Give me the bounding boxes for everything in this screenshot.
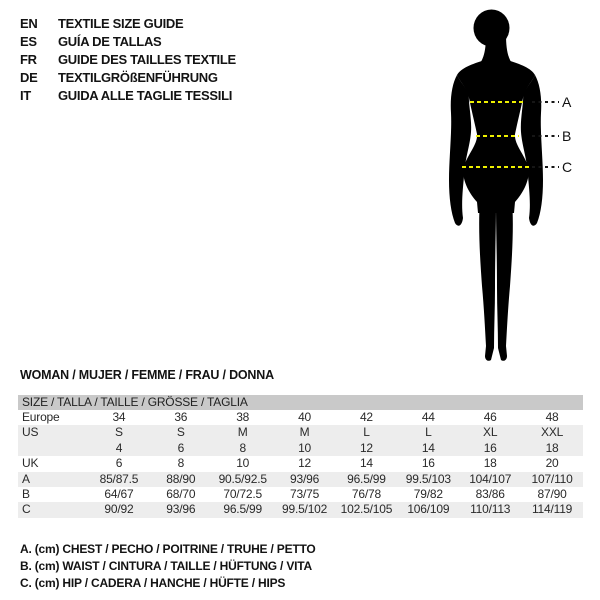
size-cell: 73/75: [290, 486, 320, 501]
legend-chest: A. (cm) CHEST / PECHO / POITRINE / TRUHE / PETTO: [20, 542, 316, 556]
chest-label: A: [562, 94, 572, 110]
size-cell: 16: [483, 440, 497, 455]
size-cell: 8: [177, 456, 185, 471]
size-cell: 18: [545, 440, 559, 455]
waist-label: B: [562, 128, 572, 144]
size-cell: 4: [115, 440, 123, 455]
hip-measure-line: [462, 166, 534, 168]
size-cell: 99.5/102: [282, 502, 328, 517]
language-list: [20, 15, 236, 105]
size-cell: 87/90: [537, 486, 567, 501]
size-cell: 68/70: [166, 486, 196, 501]
size-cell: 20: [545, 456, 559, 471]
row-label: [18, 441, 88, 456]
size-cell: 10: [236, 456, 250, 471]
size-cell: 107/110: [531, 471, 573, 486]
table-row: [18, 487, 583, 502]
row-label: Europe: [22, 410, 60, 424]
size-cell: 85/87.5: [99, 471, 139, 486]
woman-silhouette-icon: [444, 8, 548, 364]
hip-label: C: [562, 159, 573, 175]
language-title: TEXTILGRÖßENFÜHRUNG: [58, 70, 218, 85]
table-row: [18, 502, 583, 517]
language-title: TEXTILE SIZE GUIDE: [58, 16, 184, 31]
language-row: [20, 69, 236, 87]
size-cell: 90.5/92.5: [218, 471, 267, 486]
language-title: GUIDA ALLE TAGLIE TESSILI: [58, 88, 233, 103]
size-cell: 14: [421, 440, 435, 455]
size-cell: 96.5/99: [223, 502, 262, 517]
size-cell: 83/86: [475, 486, 505, 501]
size-cell: 104/107: [469, 471, 512, 486]
language-code: FR: [20, 52, 37, 67]
table-header: SIZE / TALLA / TAILLE / GRÖSSE / TAGLIA: [18, 395, 583, 410]
size-table: [18, 395, 583, 518]
size-cell: 70/72.5: [223, 486, 262, 501]
size-cell: 16: [421, 456, 435, 471]
size-cell: S: [115, 425, 123, 440]
language-code: DE: [20, 70, 38, 85]
row-label: C: [22, 502, 31, 517]
size-cell: 10: [298, 440, 312, 455]
size-cell: 44: [421, 410, 435, 424]
size-cell: 88/90: [166, 471, 196, 486]
size-cell: 8: [239, 440, 246, 455]
size-cell: 96.5/99: [347, 471, 386, 486]
row-label: A: [22, 471, 30, 486]
size-cell: 6: [177, 440, 185, 455]
size-cell: 114/119: [531, 502, 573, 517]
table-row: [18, 472, 583, 487]
table-row: [18, 456, 583, 471]
row-label: UK: [22, 456, 39, 471]
hip-connector-line: [532, 166, 559, 168]
size-cell: 40: [298, 410, 312, 424]
chest-measure-line: [470, 101, 523, 103]
size-cell: 34: [112, 410, 126, 424]
size-cell: XXL: [541, 425, 564, 440]
table-row: [18, 425, 583, 440]
language-code: EN: [20, 16, 38, 31]
language-row: [20, 15, 236, 33]
size-cell: 12: [298, 456, 312, 471]
size-cell: 12: [359, 440, 373, 455]
size-cell: 6: [115, 456, 123, 471]
size-cell: L: [363, 425, 370, 440]
table-row: [18, 441, 583, 456]
size-cell: M: [237, 425, 248, 440]
size-cell: 38: [236, 410, 250, 424]
waist-connector-line: [532, 135, 559, 137]
size-cell: 99.5/103: [405, 471, 451, 486]
size-cell: 76/78: [351, 486, 381, 501]
size-cell: XL: [483, 425, 498, 440]
size-cell: 110/113: [470, 502, 511, 517]
measurement-legend: [20, 541, 316, 592]
section-title: WOMAN / MUJER / FEMME / FRAU / DONNA: [20, 368, 274, 382]
size-cell: 79/82: [413, 486, 443, 501]
size-cell: 93/96: [166, 502, 196, 517]
legend-waist: B. (cm) WAIST / CINTURA / TAILLE / HÜFTUNG / VITA: [20, 559, 312, 573]
chest-connector-line: [532, 101, 559, 103]
row-label: US: [22, 425, 39, 440]
language-code: ES: [20, 34, 37, 49]
size-cell: 106/109: [407, 502, 450, 517]
language-title: GUÍA DE TALLAS: [58, 34, 162, 49]
size-cell: 90/92: [104, 502, 134, 517]
size-cell: 102.5/105: [340, 502, 393, 517]
size-cell: M: [299, 425, 310, 440]
size-cell: S: [176, 425, 185, 440]
language-row: [20, 87, 236, 105]
size-cell: 36: [174, 410, 188, 424]
row-label: B: [22, 486, 30, 501]
table-row: [18, 410, 583, 425]
size-cell: 48: [545, 410, 559, 424]
language-row: [20, 51, 236, 69]
language-code: IT: [20, 88, 31, 103]
size-cell: 93/96: [290, 471, 320, 486]
size-cell: 46: [483, 410, 497, 424]
size-cell: 18: [483, 456, 497, 471]
size-cell: L: [425, 425, 432, 440]
waist-measure-line: [476, 135, 519, 137]
language-row: [20, 33, 236, 51]
legend-hip: C. (cm) HIP / CADERA / HANCHE / HÜFTE / HIPS: [20, 576, 286, 590]
size-cell: 64/67: [104, 486, 134, 501]
size-cell: 42: [359, 410, 373, 424]
table-body: [18, 410, 583, 518]
size-cell: 14: [359, 456, 373, 471]
language-title: GUIDE DES TAILLES TEXTILE: [58, 52, 236, 67]
